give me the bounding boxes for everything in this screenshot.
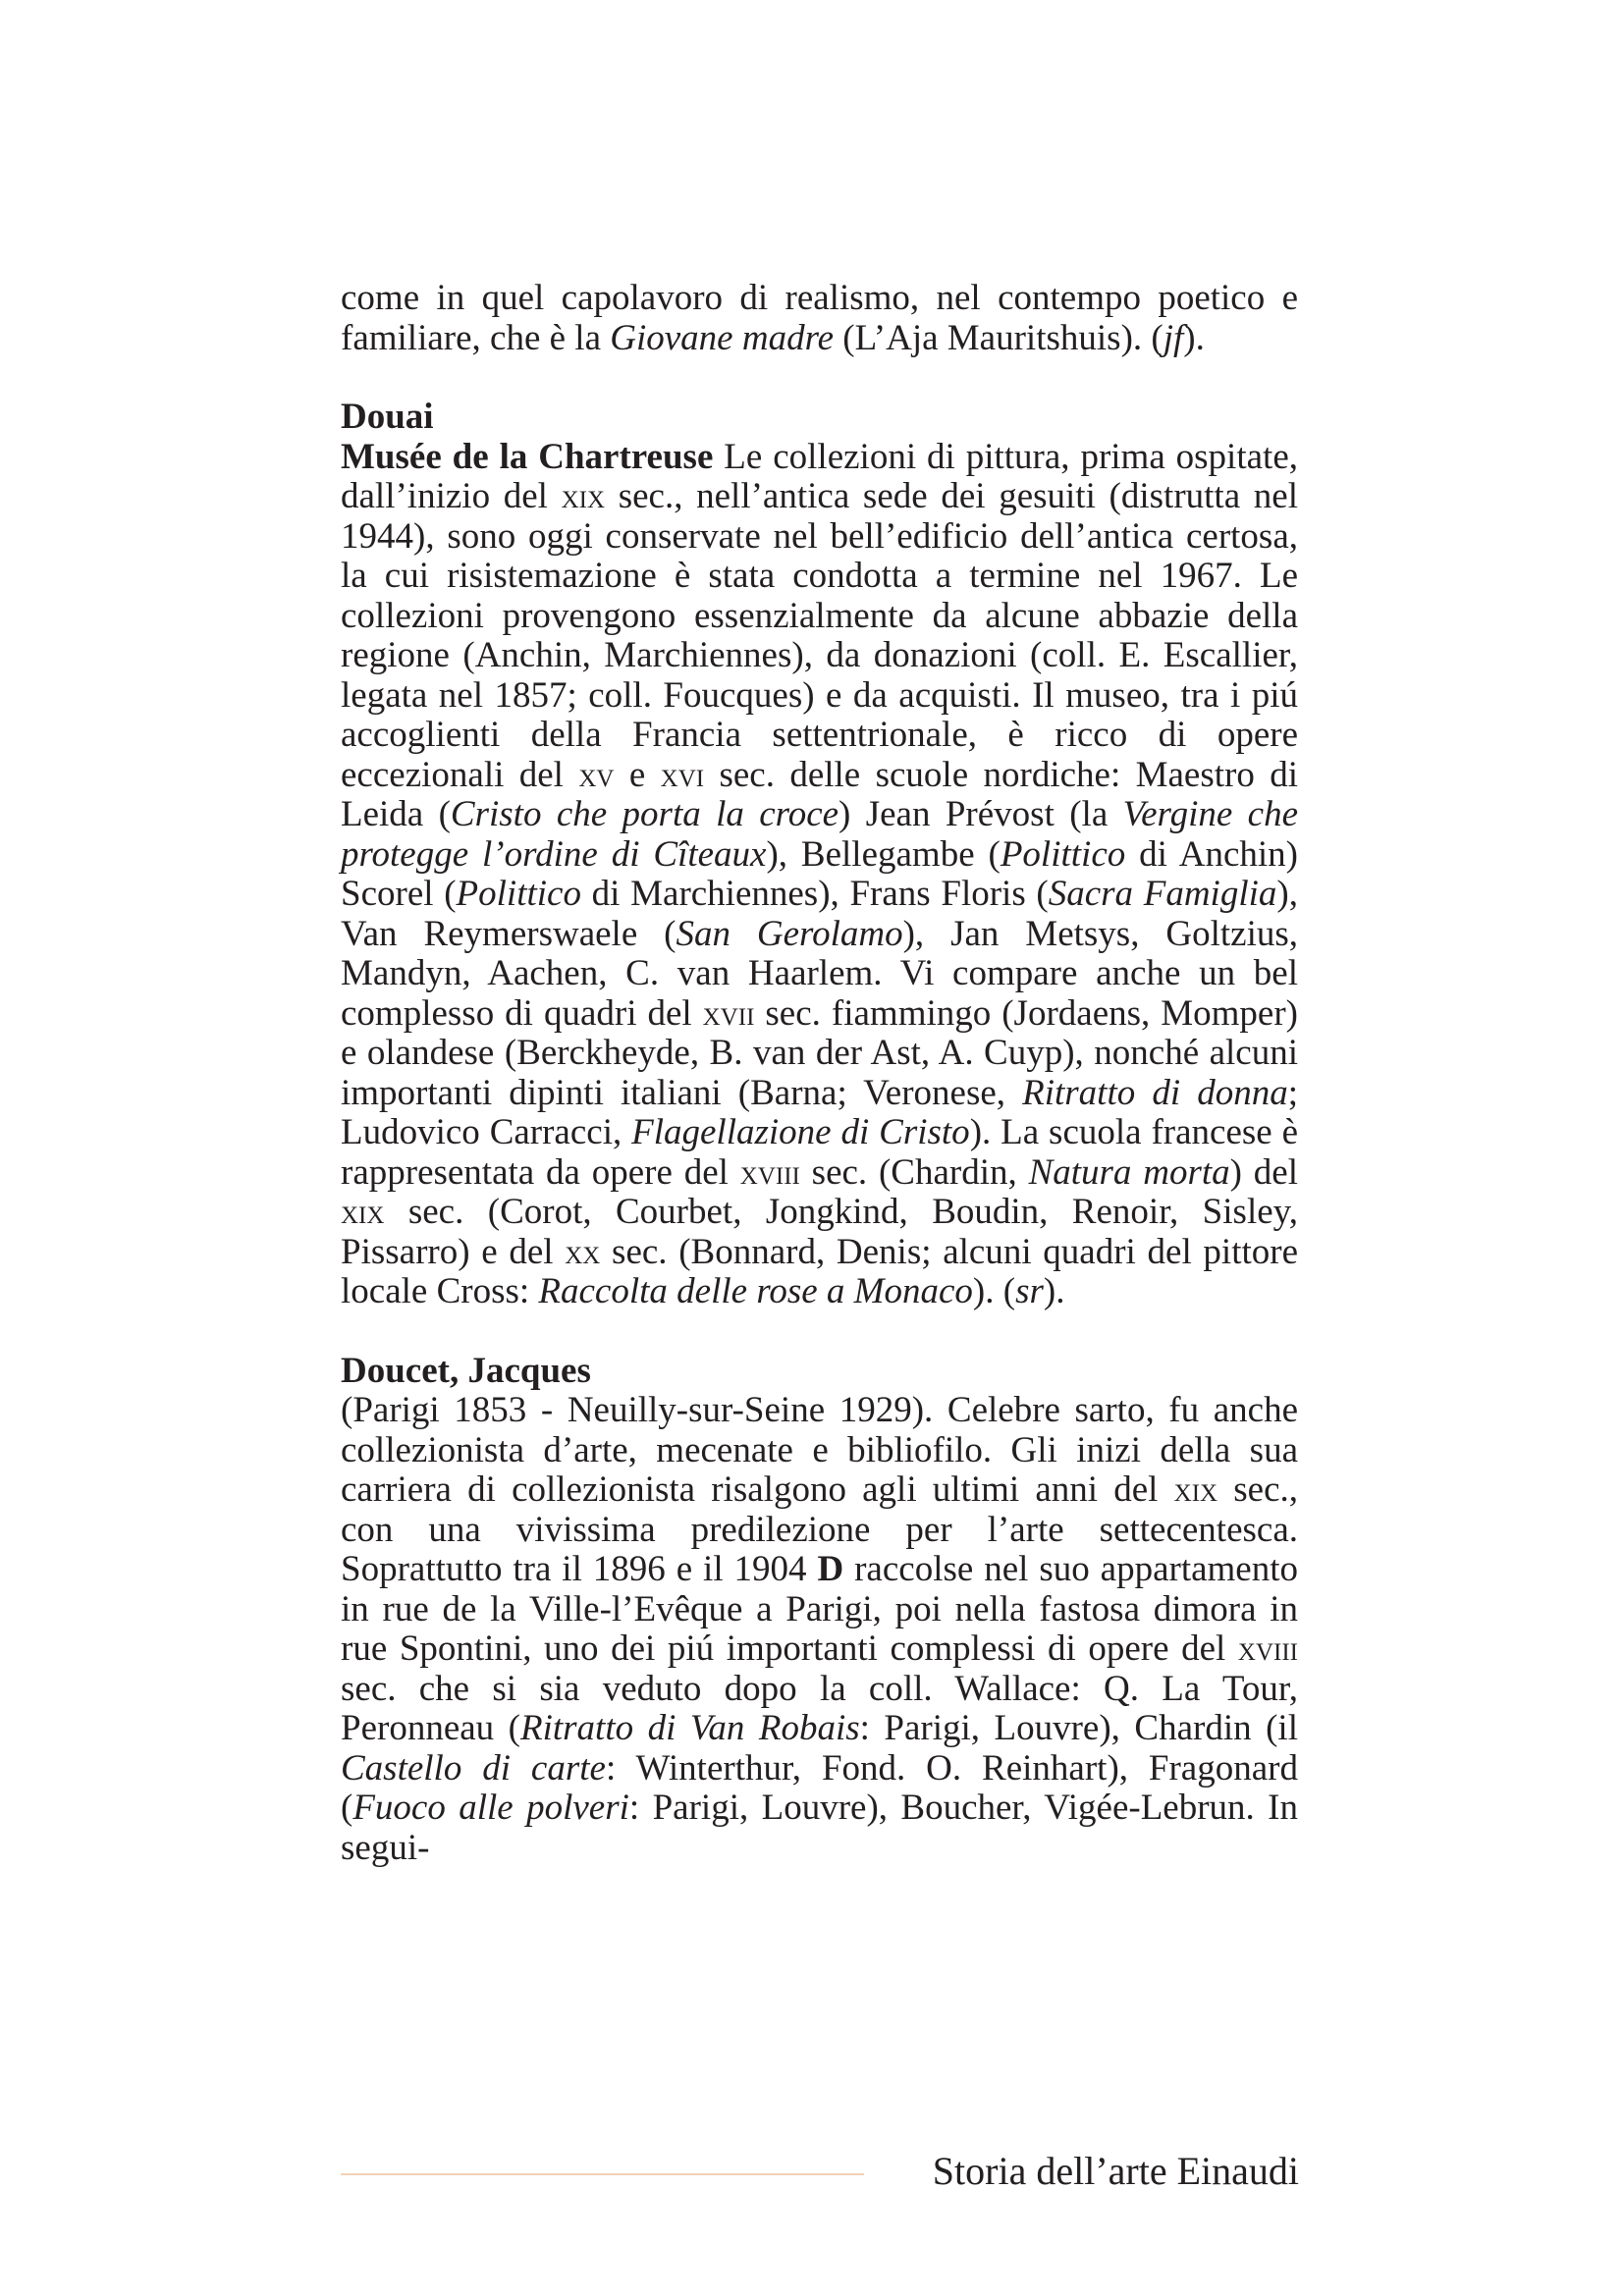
entry-heading-doucet: Doucet, Jacques: [341, 1350, 591, 1391]
italic-title: Sacra Famiglia: [1048, 874, 1277, 914]
century-numeral: xix: [341, 1193, 385, 1231]
century-numeral: xvi: [660, 755, 705, 794]
italic-title: Natura morta: [1028, 1151, 1230, 1193]
doucet-paragraph: (Parigi 1853 - Neuilly-sur-Seine 1929). Celebre sarto, fu anche collezionista d’arte, mecenate e bibliofilo. Gli inizi della sua carriera di collezionista risalgono agli ultimi anni del xix sec., con una vivissima predilezione per l’arte settecentesca. Soprattutto tra il 1896 e il 1904 D raccolse nel suo appartamento in rue de la Ville-l’Evêque a Parigi, poi nella fastosa dimora in rue Spontini, uno dei piú importanti complessi di opere del xviii sec. che si sia veduto dopo la coll. Wallace: Q. La Tour, Peronneau (Ritratto di Van Robais: Parigi, Louvre), Chardin (il Castello di carte: Winterthur, Fond. O. Reinhart), Fragonard (Fuoco alle polveri: Parigi, Louvre), Boucher, Vigée-Lebrun. In segui-: [341, 1390, 1299, 1868]
century-numeral: xviii: [1237, 1629, 1298, 1668]
italic-title: Fuoco alle polveri: [352, 1788, 629, 1828]
intro-paragraph: [341, 279, 1298, 358]
italic-title: Ritratto di donna: [1022, 1072, 1288, 1113]
century-numeral: xv: [578, 755, 615, 794]
italic-title: Polittico: [1000, 833, 1126, 875]
italic-title: Giovane madre: [610, 317, 835, 358]
text-run: (L’Aja Mauritshuis). (: [834, 317, 1163, 358]
century-numeral: xix: [561, 477, 606, 515]
century-numeral: xvii: [702, 993, 755, 1033]
italic-title: Polittico: [456, 874, 581, 914]
text-column: [341, 279, 1298, 1868]
italic-title: Vergine che protegge l’ordine di Cîteaux: [341, 794, 1298, 875]
douai-paragraph: Musée de la Chartreuse Le collezioni di pittura, prima ospitate, dall’inizio del xix sec., nell’antica sede dei gesuiti (distrutta nel 1944), sono oggi conservate nel bell’edificio dell’antica certosa, la cui risistemazione è stata condotta a termine nel 1967. Le collezioni provengono essenzialmente da alcune abbazie della regione (Anchin, Marchiennes), da donazioni (coll. E. Escallier, legata nel 1857; coll. Foucques) e da acquisti. Il museo, tra i piú accoglienti della Francia settentrionale, è ricco di opere eccezionali del xv e xvi sec. delle scuole nordiche: Maestro di Leida (Cristo che porta la croce) Jean Prévost (la Vergine che protegge l’ordine di Cîteaux), Bellegambe (Polittico di Anchin) Scorel (Polittico di Marchiennes), Frans Floris (Sacra Famiglia), Van Reymerswaele (San Gerolamo), Jan Metsys, Goltzius, Mandyn, Aachen, C. van Haarlem. Vi compare anche un bel complesso di quadri del xvii sec. fiammingo (Jordaens, Momper) e olandese (Berckheyde, B. van der Ast, A. Cuyp), nonché alcuni importanti dipinti italiani (Barna; Veronese, Ritratto di donna; Ludovico Carracci, Flagellazione di Cristo). La scuola francese è rappresentata da opere del xviii sec. (Chardin, Natura morta) del xix sec. (Corot, Courbet, Jongkind, Boudin, Renoir, Sisley, Pissarro) e del xx sec. (Bonnard, Denis; alcuni quadri del pittore locale Cross: Raccolta delle rose a Monaco). (sr).: [341, 436, 1299, 1311]
museum-name: Musée de la Chartreuse: [341, 436, 714, 477]
entry-heading-douai: Douai: [341, 397, 434, 437]
century-numeral: xix: [1173, 1470, 1218, 1509]
author-initials: jf: [1163, 317, 1184, 358]
italic-title: Ritratto di Van Robais: [519, 1708, 860, 1748]
footer-title: Storia dell’arte Einaudi: [932, 2149, 1299, 2193]
text-run: ).: [1183, 317, 1205, 358]
bold-initial: D: [817, 1549, 844, 1589]
italic-title: Raccolta delle rose a Monaco: [538, 1271, 973, 1311]
text-run: come in quel capolavoro di realismo, nel contempo poetico e familiare, che è la: [341, 278, 1298, 358]
century-numeral: xx: [565, 1232, 601, 1271]
century-numeral: xviii: [739, 1152, 800, 1192]
italic-title: Flagellazione di Cristo: [631, 1112, 970, 1152]
italic-title: Castello di carte: [341, 1747, 606, 1789]
footer-rule: [341, 2173, 864, 2175]
author-initials: sr: [1015, 1271, 1044, 1311]
italic-title: San Gerolamo: [676, 913, 903, 954]
italic-title: Cristo che porta la croce: [450, 794, 839, 834]
